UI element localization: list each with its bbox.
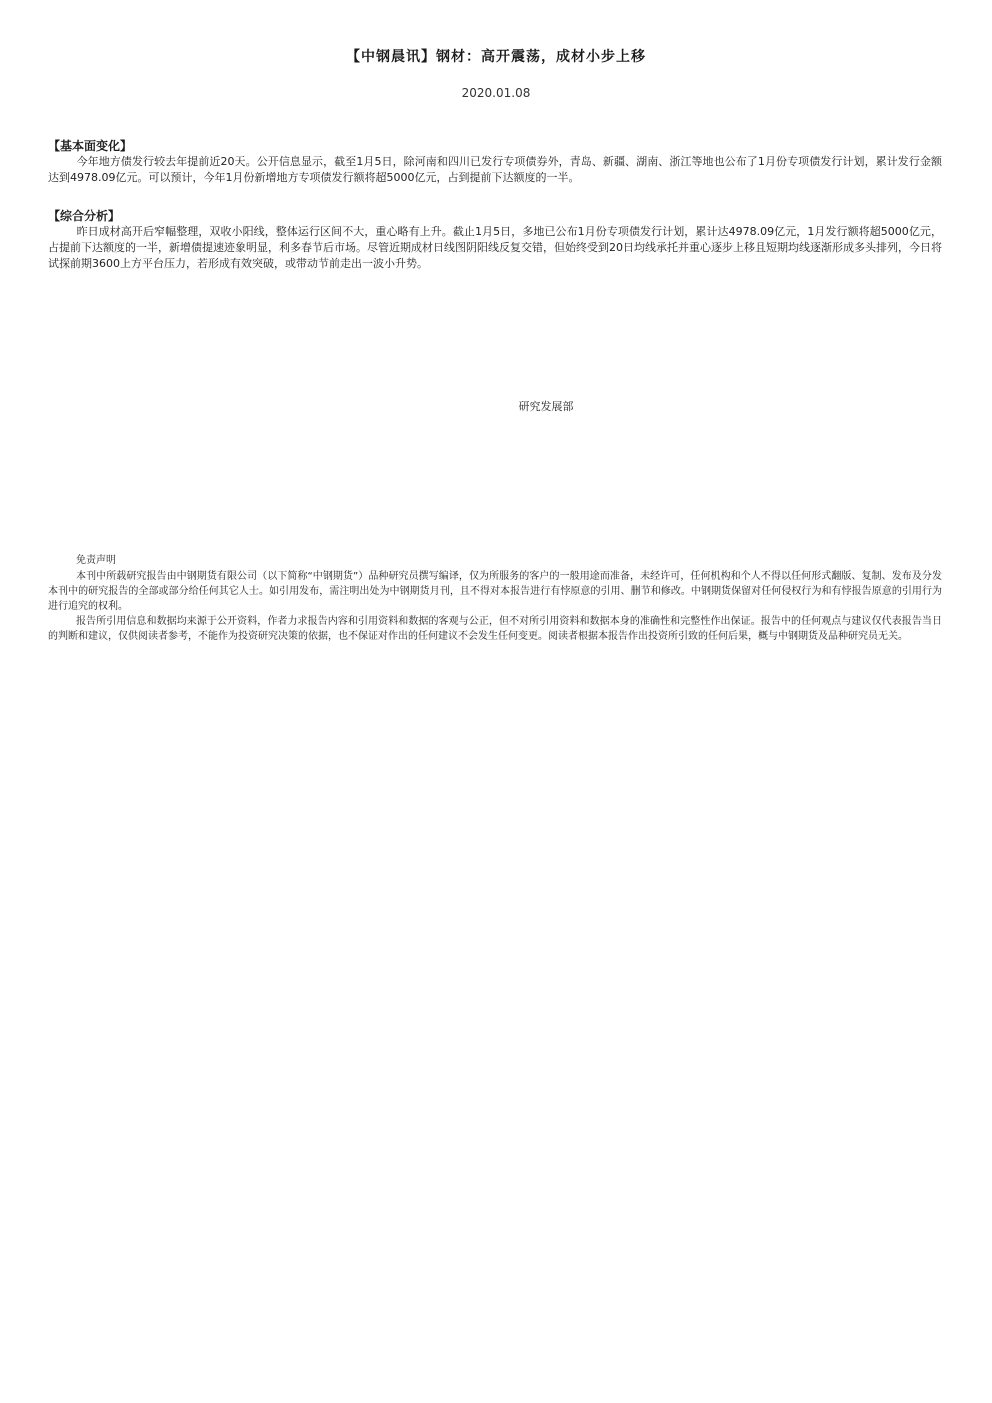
disclaimer-paragraph: 本刊中所载研究报告由中钢期货有限公司（以下简称“中钢期货”）品种研究员撰写编译，仅为所服务的客户的一般用途而准备，未经许可，任何机构和个人不得以任何形式翻版、复制、发布及分发本刊中的研究报告的全部或部分给任何其它人士。如引用发布，需注明出处为中钢期货月刊，且不得对本报告进行有悖原意的引用、删节和修改。中钢期货保留对任何侵权行为和有悖报告原意的引用行为进行追究的权利。	[48, 571, 942, 612]
disclaimer	[48, 553, 942, 644]
section-fundamental-changes	[48, 138, 942, 186]
page-title: 【中钢晨讯】钢材：高开震荡，成材小步上移	[346, 49, 646, 65]
department-name: 研究发展部	[518, 400, 574, 413]
disclaimer-title: 免责声明	[76, 555, 116, 566]
section-heading: 【综合分析】	[48, 209, 121, 223]
section-body: 今年地方债发行较去年提前近20天。公开信息显示，截至1月5日，除河南和四川已发行专项债券外，青岛、新疆、湖南、浙江等地也公布了1月份专项债发行计划，累计发行金额达到4978.09亿元。可以预计，今年1月份新增地方专项债发行额将超5000亿元，占到提前下达额度的一半。	[48, 155, 942, 184]
section-heading: 【基本面变化】	[48, 139, 133, 153]
report-date: 2020.01.08	[461, 86, 531, 100]
disclaimer-paragraph: 报告所引用信息和数据均来源于公开资料，作者力求报告内容和引用资料和数据的客观与公正，但不对所引用资料和数据本身的准确性和完整性作出保证。报告中的任何观点与建议仅代表报告当日的判断和建议，仅供阅读者参考，不能作为投资研究决策的依据，也不保证对作出的任何建议不会发生任何变更。阅读者根据本报告作出投资所引致的任何后果，概与中钢期货及品种研究员无关。	[48, 616, 942, 642]
section-comprehensive-analysis	[48, 208, 942, 272]
section-body: 昨日成材高开后窄幅整理，双收小阳线，整体运行区间不大，重心略有上升。截止1月5日，多地已公布1月份专项债发行计划，累计达4978.09亿元，1月发行额将超5000亿元，占提前下达额度的一半，新增债提速迹象明显，利多春节后市场。尽管近期成材日线图阴阳线反复交错，但始终受到20日均线承托并重心逐步上移且短期均线逐渐形成多头排列，今日将试探前期3600上方平台压力，若形成有效突破，或带动节前走出一波小升势。	[48, 225, 942, 270]
